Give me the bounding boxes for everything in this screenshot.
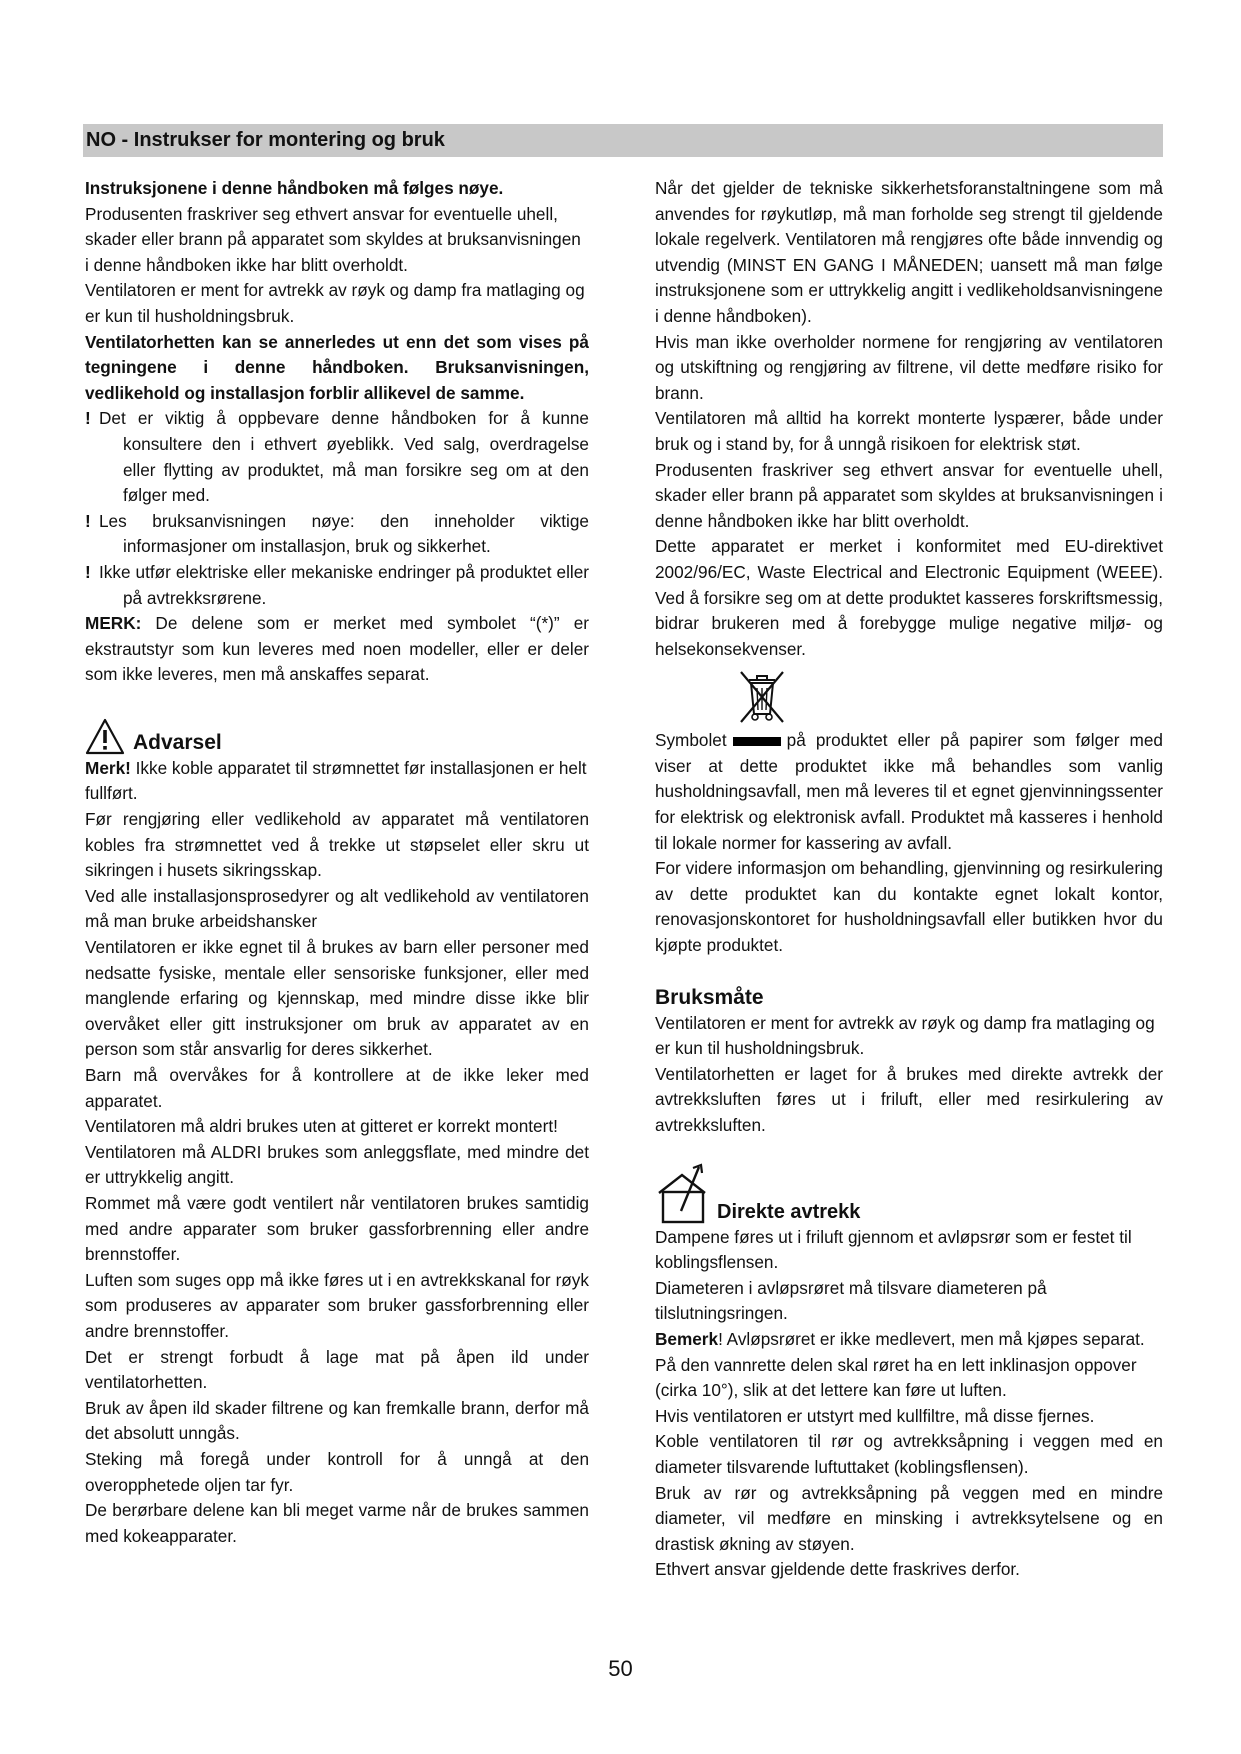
merk2-paragraph [85, 756, 589, 807]
intro-text-2: Ventilatoren er ment for avtrekk av røyk og damp fra matlaging og er kun til husholdningsbruk. [85, 280, 585, 326]
warning-paragraph: Bruk av åpen ild skader filtrene og kan fremkalle brann, derfor må det absolutt unngås. [85, 1397, 589, 1444]
liability-paragraph: Produsenten fraskriver seg ethvert ansvar for eventuelle uhell, skader eller brann på apparatet som skyldes at bruksanvisningen i denne håndboken ikke har blitt overholdt. [655, 459, 1163, 531]
bullet-mark: ! [85, 561, 91, 582]
bullet-mark: ! [85, 510, 91, 531]
bulb-paragraph: Ventilatoren må alltid ha korrekt monterte lyspærer, både under bruk og i stand by, for å unngå risikoen for elektrisk støt. [655, 408, 1163, 454]
warning-triangle-icon [85, 718, 125, 756]
bruksmate-title: Bruksmåte [655, 985, 764, 1009]
black-bar-icon [733, 737, 781, 746]
direkte-paragraph: Bruk av rør og avtrekksåpning på veggen med en mindre diameter, vil medføre en minsking i avtrekksytelsene og en drastisk økning av støyen. [655, 1482, 1163, 1554]
symbol-pre: Symbolet [655, 730, 727, 751]
recycling-paragraph: For videre informasjon om behandling, gjenvinning og resirkulering av dette produktet kan du kontakte egnet lokalt kontor, renovasjonskontoret for husholdningsavfall eller butikken hvor du kjøpte produktet. [655, 858, 1163, 956]
bullet-text: Les bruksanvisningen nøye: den inneholder viktige informasjoner om installasjon, bruk og sikkerhet. [99, 510, 589, 557]
merk2-label: Merk! [85, 757, 131, 778]
section-title: NO - Instrukser for montering og bruk [86, 129, 445, 151]
safety-paragraph: Når det gjelder de tekniske sikkerhetsforanstaltningene som må anvendes for røykutløp, må man forholde seg strengt til gjeldende lokale regelverk. Ventilatoren må rengjøres ofte både innvendig og utvendig (MINST EN GANG I MÅNEDEN; uansett må man følge instruksjonene som er uttrykkelig angitt i vedlikeholdsanvisningene i denne håndboken). [655, 178, 1163, 326]
merk2-text: Ikke koble apparatet til strømnettet før installasjonen er helt fullført. [85, 757, 587, 804]
warning-paragraph: Ventilatoren er ikke egnet til å brukes av barn eller personer med nedsatte fysiske, mentale eller sensoriske funksjoner, eller med manglende erfaring og kjennskap, med mindre disse ikke blir overvåket eller gitt instruksjoner om bruk av apparatet av en person som står ansvarlig for deres sikkerhet. [85, 937, 589, 1060]
merk-text: De delene som er merket med symbolet “(*)” er ekstrautstyr som kun leveres med noen modeller, eller er deler som ikke leveres, men må anskaffes separat. [85, 613, 589, 685]
warning-paragraph: Steking må foregå under kontroll for å unngå at den overopphetede oljen tar fyr. [85, 1448, 589, 1495]
symbol-paragraph [655, 728, 1163, 856]
right-column [655, 176, 1163, 1583]
page-number: 50 [608, 1656, 633, 1681]
direkte-paragraph: På den vannrette delen skal røret ha en lett inklinasjon oppover (cirka 10°), slik at det lettere kan føre ut luften. [655, 1354, 1137, 1401]
house-outlet-icon [655, 1163, 715, 1225]
direkte-heading [655, 1161, 1163, 1225]
bold-note: Ventilatorhetten kan se annerledes ut enn det som vises på tegningene i denne håndboken. Bruksanvisningen, vedlikehold og installasjon forblir allikevel de samme. [85, 331, 589, 403]
warning-paragraph: Rommet må være godt ventilert når ventilatoren brukes samtidig med andre apparater som bruker gassforbrenning eller andre brennstoffer. [85, 1192, 589, 1265]
intro-text: Produsenten fraskriver seg ethvert ansvar for eventuelle uhell, skader eller brann på apparatet som skyldes at bruksanvisningen i denne håndboken ikke har blitt overholdt. [85, 203, 581, 275]
weee-symbol-block [655, 666, 1163, 728]
bullet-mark: ! [85, 408, 91, 429]
warning-paragraph: Før rengjøring eller vedlikehold av apparatet må ventilatoren kobles fra strømnettet ved å trekke ut støpselet eller skru ut sikringen i husets sikringsskap. [85, 809, 589, 881]
warning-paragraph: Det er strengt forbudt å lage mat på åpen ild under ventilatorhetten. [85, 1346, 589, 1393]
direkte-paragraph: Ethvert ansvar gjeldende dette fraskrives derfor. [655, 1559, 1020, 1580]
section-header [83, 124, 1163, 157]
weee-paragraph: Dette apparatet er merket i konformitet med EU-direktivet 2002/96/EC, Waste Electrical and Electronic Equipment (WEEE). Ved å forsikre seg om at dette produktet kasseres forskriftsmessig, bidrar brukeren med å forebygge mulige negative miljø- og helsekonsekvenser. [655, 536, 1163, 659]
warning-title: Advarsel [133, 730, 222, 754]
bullet-item [85, 509, 589, 560]
merk-label: MERK: [85, 613, 142, 634]
warning-paragraph: Barn må overvåkes for å kontrollere at de ikke leker med apparatet. [85, 1065, 589, 1111]
bullet-item [85, 406, 589, 508]
warning-paragraph: Ventilatoren må ALDRI brukes som anleggsflate, med mindre det er uttrykkelig angitt. [85, 1141, 589, 1188]
warning-paragraph: Luften som suges opp må ikke føres ut i en avtrekkskanal for røyk som produseres av apparater som bruker gassforbrenning eller andre brennstoffer. [85, 1269, 589, 1341]
bemerk-label: Bemerk [655, 1328, 719, 1349]
bullet-text: Det er viktig å oppbevare denne håndboken for å kunne konsultere den i ethvert øyeblikk. Ved salg, overdragelse eller flytting av produktet, må man forsikre seg om at den følger med. [99, 408, 589, 506]
bemerk-paragraph [655, 1327, 1163, 1353]
direkte-paragraph: Koble ventilatoren til rør og avtrekksåpning i veggen med en diameter tilsvarende luftuttaket (koblingsflensen). [655, 1431, 1163, 1477]
direkte-paragraph: Hvis ventilatoren er utstyrt med kullfiltre, må disse fjernes. [655, 1405, 1095, 1426]
warning-paragraph: Ved alle installasjonsprosedyrer og alt vedlikehold av ventilatoren må man bruke arbeidshansker [85, 885, 589, 932]
bruk-paragraph: Ventilatoren er ment for avtrekk av røyk og damp fra matlaging og er kun til husholdningsbruk. [655, 1012, 1155, 1059]
direkte-paragraph: Dampene føres ut i friluft gjennom et avløpsrør som er festet til koblingsflensen. [655, 1226, 1132, 1273]
bemerk-text: ! Avløpsrøret er ikke medlevert, men må kjøpes separat. [718, 1328, 1145, 1349]
intro-bold: Instruksjonene i denne håndboken må følges nøye. [85, 178, 504, 198]
warning-paragraph: De berørbare delene kan bli meget varme når de brukes sammen med kokeapparater. [85, 1500, 589, 1546]
left-column [85, 176, 589, 1549]
merk-paragraph [85, 611, 589, 688]
bullet-text: Ikke utfør elektriske eller mekaniske endringer på produktet eller på avtrekksrørene. [99, 561, 589, 608]
direkte-title: Direkte avtrekk [717, 1200, 861, 1223]
bruk-paragraph: Ventilatorhetten er laget for å brukes med direkte avtrekk der avtrekksluften føres ut i friluft, eller med resirkulering av avtrekksluften. [655, 1063, 1163, 1135]
direkte-paragraph: Diameteren i avløpsrøret må tilsvare diameteren på tilslutningsringen. [655, 1277, 1047, 1324]
bullet-item [85, 560, 589, 611]
cleaning-paragraph: Hvis man ikke overholder normene for rengjøring av ventilatoren og utskiftning og rengjøring av filtrene, vil dette medføre risiko for brann. [655, 331, 1163, 403]
warning-heading [85, 712, 589, 756]
crossed-bin-icon [735, 666, 789, 726]
warning-paragraph: Ventilatoren må aldri brukes uten at gitteret er korrekt montert! [85, 1116, 558, 1137]
symbol-post: på produktet eller på papirer som følger med viser at dette produktet ikke må behandles som vanlig husholdningsavfall, men må leveres til et egnet gjenvinningssenter for elektrisk og elektronisk avfall. Produktet må kasseres i henhold til lokale normer for kassering av avfall. [655, 730, 1163, 853]
